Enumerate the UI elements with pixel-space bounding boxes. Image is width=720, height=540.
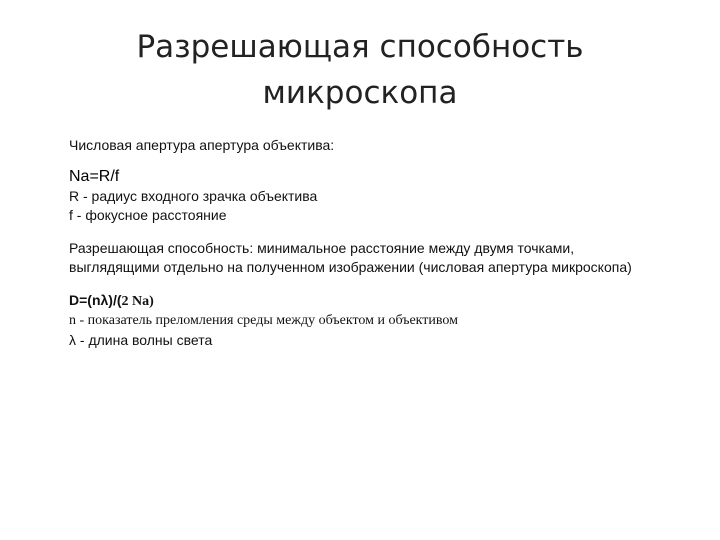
slide-title-line-2: микроскопа <box>262 75 458 111</box>
formula-resolution-suffix: 2 Na) <box>121 294 154 309</box>
resolution-description: Разрешающая способность: минимальное расстояние между двумя точками, выглядящими отдельно на полученном изображении (числовая апертура микроскопа) <box>69 240 632 275</box>
slide-title <box>0 24 720 116</box>
slide-title-line-1: Разрешающая способность <box>136 29 584 65</box>
spacer <box>69 225 649 239</box>
definition-f: f - фокусное расстояние <box>69 207 227 223</box>
formula-resolution <box>69 291 649 311</box>
slide-body <box>69 136 649 350</box>
definition-n: n - показатель преломления среды между объектом и объективом <box>69 313 459 328</box>
aperture-heading: Числовая апертура апертура объектива: <box>69 137 335 153</box>
definition-r: R - радиус входного зрачка объектива <box>69 188 318 204</box>
formula-resolution-prefix: D=(nλ)/( <box>69 292 122 308</box>
formula-numerical-aperture: Na=R/f <box>69 168 120 185</box>
definition-lambda: λ - длина волны света <box>69 332 213 348</box>
